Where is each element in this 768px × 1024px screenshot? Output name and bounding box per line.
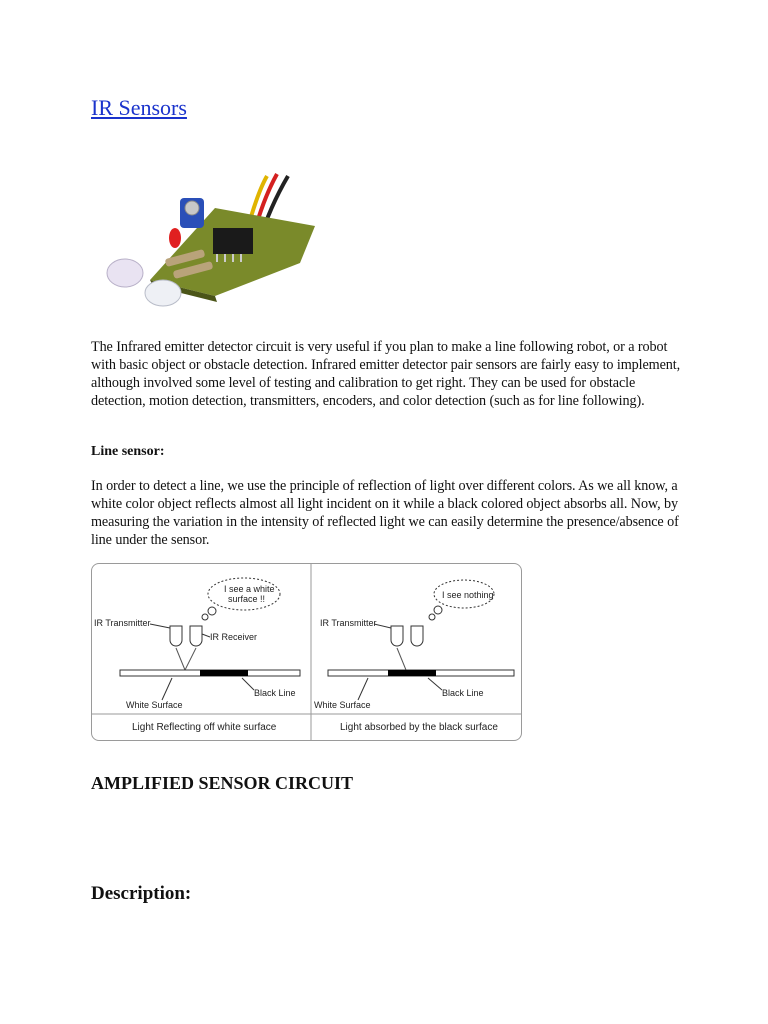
page-title-link[interactable]: IR Sensors <box>91 95 187 120</box>
right-thought-line: I see nothing <box>442 590 494 600</box>
reflection-diagram-svg <box>92 564 521 740</box>
left-receiver-label: IR Receiver <box>210 632 258 642</box>
right-black-line <box>388 670 436 676</box>
ir-sensor-module-photo <box>95 168 325 308</box>
ir-receiver-shape-right <box>411 626 423 646</box>
line-sensor-heading: Line sensor: <box>91 444 165 459</box>
intro-paragraph: The Infrared emitter detector circuit is very useful if you plan to make a line following robot, or a robot with basic object or obstacle detection. Infrared emitter detector pair sensors are fairly easy to implement, although involved some level of testing and calibration to get right. They can be used for obstacle detection, motion detection, transmitters, encoders, and color detection (such as for line following). <box>91 339 681 409</box>
left-caption: Light Reflecting off white surface <box>132 722 277 733</box>
left-thought-line-2: surface !! <box>228 594 266 604</box>
left-transmitter-label: IR Transmitter <box>94 618 151 628</box>
ir-receiver-shape <box>190 626 202 646</box>
left-surface-label: White Surface <box>126 700 183 710</box>
left-thought-line-1: I see a white <box>224 584 275 594</box>
line-sensor-paragraph: In order to detect a line, we use the principle of reflection of light over different colors. As we all know, a white color object reflects almost all light incident on it while a black colored object absorbs all. Now, by measuring the variation in the intensity of reflected light we can easily determine the presence/absence of line under the sensor. <box>91 478 679 548</box>
right-surface-label: White Surface <box>314 700 371 710</box>
description-heading: Description: <box>91 883 192 904</box>
right-caption: Light absorbed by the black surface <box>340 722 498 733</box>
left-black-line <box>200 670 248 676</box>
right-line-label: Black Line <box>442 688 484 698</box>
amplified-circuit-heading: AMPLIFIED SENSOR CIRCUIT <box>91 773 354 793</box>
ir-transmitter-shape-right <box>391 626 403 646</box>
left-line-label: Black Line <box>254 688 296 698</box>
reflection-diagram <box>91 563 522 741</box>
right-transmitter-label: IR Transmitter <box>320 618 377 628</box>
ir-transmitter-shape <box>170 626 182 646</box>
